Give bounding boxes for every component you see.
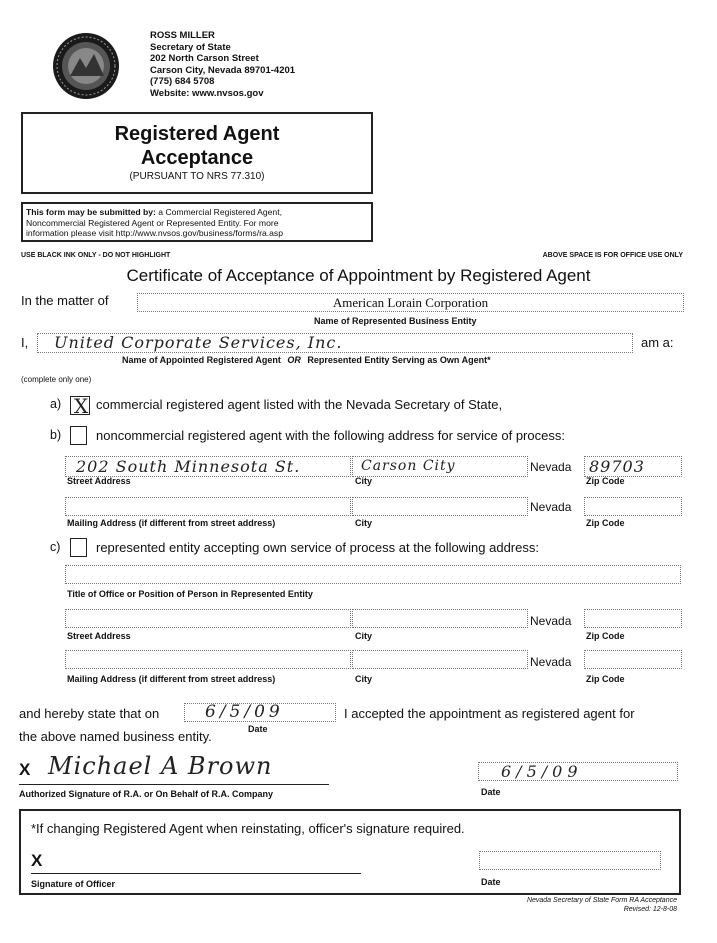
signature-date-value: 6/5/09 [501, 762, 583, 781]
b-nevada-label: Nevada [530, 460, 572, 474]
signature-date-field[interactable] [478, 762, 678, 781]
c-mailing-nevada-label: Nevada [530, 655, 572, 669]
signature-date-caption: Date [481, 787, 501, 797]
officer-date-field[interactable] [479, 851, 661, 870]
statement-part2: I accepted the appointment as registered agent for [344, 706, 635, 721]
b-mailing-zip-caption: Zip Code [586, 518, 625, 528]
option-c-checkbox[interactable] [70, 538, 87, 557]
b-city-field[interactable] [352, 456, 528, 477]
form-title-box [21, 112, 373, 194]
complete-only-one: (complete only one) [21, 375, 92, 384]
business-entity-caption: Name of Represented Business Entity [314, 316, 477, 326]
authorized-signature-value[interactable]: Michael A Brown [48, 752, 273, 780]
agent-suffix: am a: [641, 335, 674, 350]
state-seal-icon [52, 32, 120, 100]
b-street-value: 202 South Minnesota St. [76, 457, 301, 476]
submission-note-bold: This form may be submitted by: [26, 207, 156, 217]
footer-line1: Nevada Secretary of State Form RA Acceptance [526, 897, 677, 904]
matter-label: In the matter of [21, 293, 109, 308]
c-street-caption: Street Address [67, 631, 131, 641]
b-mailing-city-field[interactable] [352, 497, 528, 516]
officer-signature-box [19, 809, 681, 895]
c-title-caption: Title of Office or Position of Person in Represented Entity [67, 589, 313, 599]
option-a-check-mark: X [74, 394, 90, 418]
option-b-checkbox[interactable] [70, 426, 87, 445]
footer-line2: Revised: 12-8-08 [623, 906, 677, 913]
officer-signature-line[interactable] [31, 873, 361, 874]
statement-line2: the above named business entity. [19, 729, 212, 744]
b-mailing-field[interactable] [65, 497, 351, 516]
acceptance-date-value: 6/5/09 [205, 702, 284, 722]
b-mailing-caption: Mailing Address (if different from street address) [67, 518, 276, 528]
option-c-letter: c) [50, 540, 61, 554]
c-mailing-zip-caption: Zip Code [586, 674, 625, 684]
office-address-2: Carson City, Nevada 89701-4201 [150, 64, 296, 76]
secretary-title: Secretary of State [150, 41, 231, 53]
agent-caption-a: Name of Appointed Registered Agent [122, 355, 281, 365]
c-mailing-caption: Mailing Address (if different from street address) [67, 674, 276, 684]
b-mailing-zip-field[interactable] [584, 497, 682, 516]
certificate-title: Certificate of Acceptance of Appointment by Registered Agent [126, 266, 591, 285]
b-street-caption: Street Address [67, 476, 131, 486]
c-street-field[interactable] [65, 609, 351, 628]
submission-note [21, 202, 373, 242]
b-mailing-nevada-label: Nevada [530, 500, 572, 514]
header-block [150, 30, 295, 99]
option-a-text: commercial registered agent listed with the Nevada Secretary of State, [96, 397, 503, 412]
acceptance-date-field[interactable] [184, 703, 336, 722]
acceptance-date-caption: Date [248, 724, 268, 734]
b-street-field[interactable] [65, 456, 351, 477]
signature-line [19, 784, 329, 785]
c-city-caption: City [355, 631, 373, 641]
agent-caption [122, 355, 491, 365]
office-phone: (775) 684 5708 [150, 76, 215, 87]
c-mailing-city-caption: City [355, 674, 373, 684]
business-entity-field[interactable] [137, 293, 684, 312]
officer-date-caption: Date [481, 877, 501, 887]
b-zip-field[interactable] [584, 456, 682, 477]
c-title-field[interactable] [65, 565, 681, 584]
agent-caption-b: Represented Entity Serving as Own Agent* [307, 355, 491, 365]
pursuant-text: (PURSUANT TO NRS 77.310) [129, 171, 265, 182]
c-zip-field[interactable] [584, 609, 682, 628]
b-city-value: Carson City [361, 458, 456, 474]
submission-note-line2: Noncommercial Registered Agent or Represented Entity. For more [26, 217, 279, 228]
option-b-text: noncommercial registered agent with the following address for service of process: [96, 428, 565, 443]
form-title-line1: Registered Agent [114, 123, 280, 145]
officer-caption: Signature of Officer [31, 879, 116, 889]
statement-part1: and hereby state that on [19, 706, 160, 721]
b-mailing-city-caption: City [355, 518, 373, 528]
office-website: Website: www.nvsos.gov [150, 87, 264, 99]
registered-agent-field[interactable] [37, 333, 633, 353]
c-mailing-city-field[interactable] [352, 650, 528, 669]
c-mailing-field[interactable] [65, 650, 351, 669]
submission-note-line1: a Commercial Registered Agent, [155, 207, 282, 217]
option-b-letter: b) [50, 428, 62, 442]
b-city-caption: City [355, 476, 373, 486]
agent-caption-or: OR [287, 355, 301, 365]
footer-form-id [527, 896, 677, 914]
form-title-line2: Acceptance [140, 147, 254, 169]
office-address-1: 202 North Carson Street [150, 53, 259, 64]
agent-prefix: I, [21, 335, 29, 350]
option-c-text: represented entity accepting own service of process at the following address: [96, 540, 539, 555]
b-zip-value: 89703 [589, 457, 645, 476]
b-zip-caption: Zip Code [586, 476, 625, 486]
c-city-field[interactable] [352, 609, 528, 628]
signature-x: X [19, 760, 31, 779]
registered-agent-value: United Corporate Services, Inc. [54, 333, 343, 352]
officer-x: X [31, 851, 43, 870]
signature-caption: Authorized Signature of R.A. or On Behalf of R.A. Company [19, 789, 274, 799]
option-a-letter: a) [50, 397, 62, 411]
officer-note: *If changing Registered Agent when reinstating, officer's signature required. [31, 821, 465, 836]
secretary-name: ROSS MILLER [150, 30, 215, 41]
business-entity-value: American Lorain Corporation [332, 295, 489, 310]
black-ink-notice: USE BLACK INK ONLY - DO NOT HIGHLIGHT [21, 252, 171, 259]
c-mailing-zip-field[interactable] [584, 650, 682, 669]
c-nevada-label: Nevada [530, 614, 572, 628]
option-a-checkbox[interactable] [70, 394, 90, 418]
office-use-notice: ABOVE SPACE IS FOR OFFICE USE ONLY [542, 252, 683, 259]
c-zip-caption: Zip Code [586, 631, 625, 641]
submission-note-line3: information please visit http://www.nvsos.gov/business/forms/ra.asp [26, 228, 283, 238]
